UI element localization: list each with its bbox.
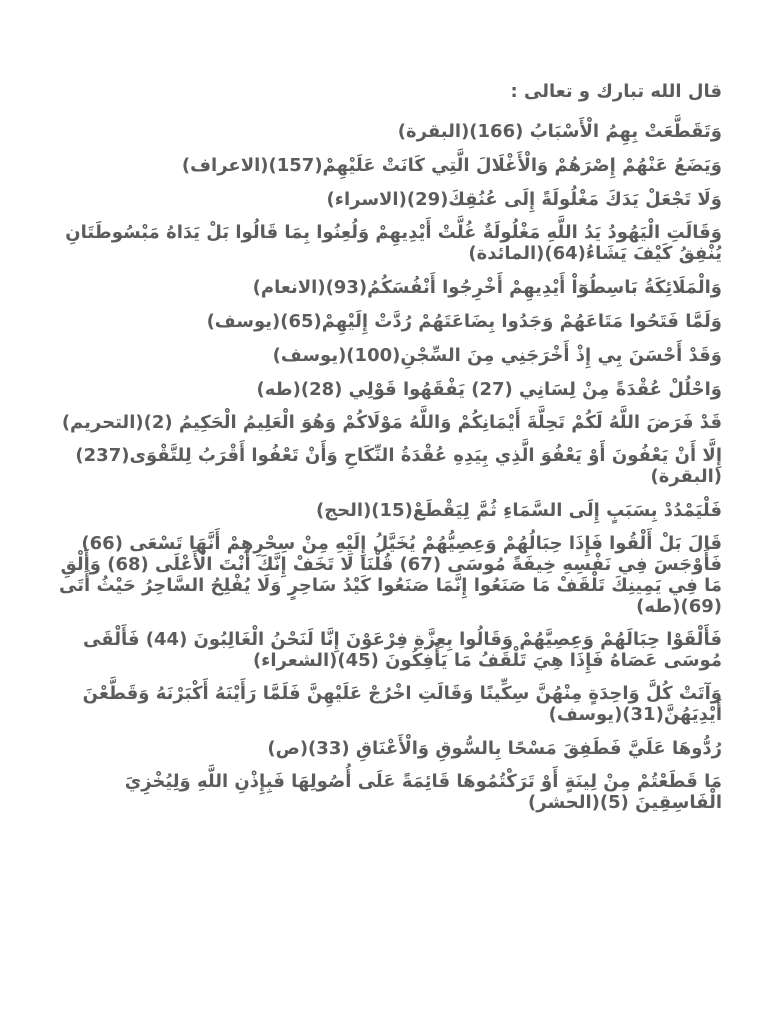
verse-line-baqarah-166: وَتَقَطَّعَتْ بِهِمُ الْأَسْبَابُ (166)(البقرة)	[397, 121, 722, 142]
verse-line-anam-93: وَالْمَلَائِكَةُ بَاسِطُوٓاْ أَيْدِيهِمْ أَخْرِجُوا أَنْفُسَكُمُ(93)(الانعام)	[252, 277, 722, 298]
verse-line-yusuf-100: وَقَدْ أَحْسَنَ بِي إِذْ أَخْرَجَنِي مِنَ السِّجْنِ(100)(يوسف)	[272, 345, 722, 366]
verse-line-maidah-64: وَقَالَتِ الْيَهُودُ يَدُ اللَّهِ مَغْلُولَةٌ غُلَّتْ أَيْدِيهِمْ وَلُعِنُوا بِمَا قَالُوا بَلْ يَدَاهُ مَبْسُوطَتَانِ يُنْفِقُ كَيْفَ يَشَاءُ(64)(المائدة)	[65, 222, 722, 264]
verse-list	[52, 120, 722, 813]
document-heading: قال الله تبارك و تعالى :	[510, 81, 722, 102]
verse-line-hajj-15: فَلْيَمْدُدْ بِسَبَبٍ إِلَى السَّمَاءِ ثُمَّ لِيَقْطَعْ(15)(الحج)	[315, 500, 722, 521]
verse-line-taha-66-69: قَالَ بَلْ أَلْقُوا فَإِذَا حِبَالُهُمْ وَعِصِيُّهُمْ يُخَيَّلُ إِلَيْهِ مِنْ سِحْرِهِمْ أَنَّهَا تَسْعَى (66) فَأَوْجَسَ فِي نَفْسِهِ خِيفَةً مُوسَى (67) قُلْنَا لَا تَخَفْ إِنَّكَ أَنْتَ الْأَعْلَى (68) وَأَلْقِ مَا فِي يَمِينِكَ تَلْقَفْ مَا صَنَعُوا إِنَّمَا صَنَعُوا كَيْدُ سَاحِرٍ وَلَا يُفْلِحُ السَّاحِرُ حَيْثُ أَتَى (69)(طه)	[59, 533, 722, 617]
verse-line-yusuf-65: وَلَمَّا فَتَحُوا مَتَاعَهُمْ وَجَدُوا بِضَاعَتَهُمْ رُدَّتْ إِلَيْهِمْ(65)(يوسف)	[206, 311, 722, 332]
verse-line-tahrim-2: قَدْ فَرَضَ اللَّهُ لَكُمْ تَحِلَّةَ أَيْمَانِكُمْ وَاللَّهُ مَوْلَاكُمْ وَهُوَ الْعَلِيمُ الْحَكِيمُ (2)(التحريم)	[61, 412, 722, 433]
verse-line-shuara-44-45: فَأَلْقَوْا حِبَالَهُمْ وَعِصِيَّهُمْ وَقَالُوا بِعِزَّةِ فِرْعَوْنَ إِنَّا لَنَحْنُ الْغَالِبُونَ (44) فَأَلْقَى مُوسَى عَصَاهُ فَإِذَا هِيَ تَلْقَفُ مَا يَأْفِكُونَ (45)(الشعراء)	[83, 629, 722, 671]
verse-line-sad-33: رُدُّوهَا عَلَيَّ فَطَفِقَ مَسْحًا بِالسُّوقِ وَالْأَعْنَاقِ (33)(ص)	[267, 738, 722, 759]
verse-line-taha-27-28: وَاحْلُلْ عُقْدَةً مِنْ لِسَانِي (27) يَفْقَهُوا قَوْلِي (28)(طه)	[256, 379, 722, 400]
verse-line-isra-29: وَلَا تَجْعَلْ يَدَكَ مَغْلُولَةً إِلَى عُنُقِكَ(29)(الاسراء)	[326, 189, 722, 210]
verse-line-araf-157: وَيَضَعُ عَنْهُمْ إِصْرَهُمْ وَالْأَغْلَالَ الَّتِي كَانَتْ عَلَيْهِمْ(157)(الاعراف)	[181, 155, 722, 176]
verse-line-hashr-5: مَا قَطَعْتُمْ مِنْ لِينَةٍ أَوْ تَرَكْتُمُوهَا قَائِمَةً عَلَى أُصُولِهَا فَبِإِذْنِ اللَّهِ وَلِيُخْزِيَ الْفَاسِقِينَ (5)(الحشر)	[124, 771, 722, 813]
verse-line-baqarah-237: إِلَّا أَنْ يَعْفُونَ أَوْ يَعْفُوَ الَّذِي بِيَدِهِ عُقْدَةُ النِّكَاحِ وَأَنْ تَعْفُوا أَقْرَبُ لِلتَّقْوَى(237)(البقرة)	[75, 445, 722, 487]
verse-line-yusuf-31: وَآتَتْ كُلَّ وَاحِدَةٍ مِنْهُنَّ سِكِّينًا وَقَالَتِ اخْرُجْ عَلَيْهِنَّ فَلَمَّا رَأَيْنَهُ أَكْبَرْنَهُ وَقَطَّعْنَ أَيْدِيَهُنَّ(31)(يوسف)	[82, 683, 722, 725]
